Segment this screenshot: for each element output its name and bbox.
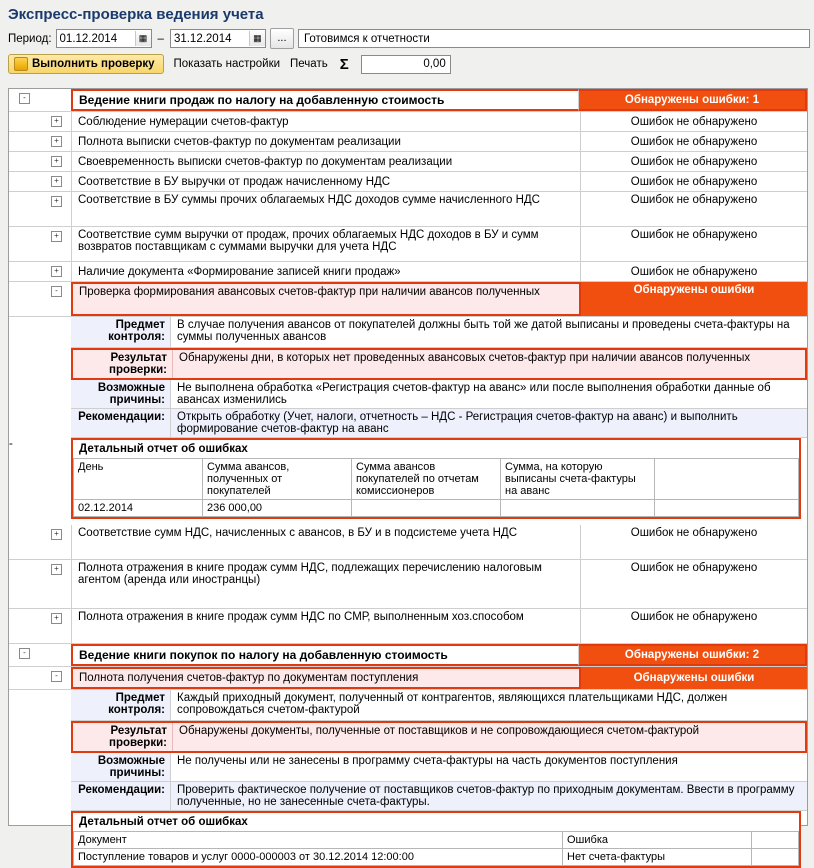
- check-title: Соответствие сумм НДС, начисленных с авансов, в БУ и в подсистеме учета НДС: [71, 525, 581, 559]
- tree-expand-toggle[interactable]: +: [51, 176, 62, 187]
- report-table[interactable]: [73, 831, 799, 866]
- detail-row-causes: [71, 753, 807, 782]
- detail-text: Каждый приходный документ, полученный от контрагентов, являющихся плательщиками НДС, должен сопровождаться счетом-фактурой: [171, 690, 807, 720]
- run-check-button[interactable]: [8, 54, 164, 74]
- check-row[interactable]: [9, 152, 807, 172]
- check-title: Полнота получения счетов-фактур по документам поступления: [71, 667, 581, 689]
- check-status: Ошибок не обнаружено: [630, 175, 758, 188]
- show-settings-button[interactable]: Показать настройки: [173, 58, 281, 70]
- check-title: Соответствие сумм выручки от продаж, прочих облагаемых НДС доходов в БУ и сумм возвратов поставщикам с суммами выручки для учета НДС: [71, 227, 581, 261]
- check-status: Ошибок не обнаружено: [630, 155, 758, 168]
- tree-collapse-toggle[interactable]: -: [9, 438, 13, 450]
- page-title: Экспресс-проверка ведения учета: [8, 6, 264, 23]
- print-button[interactable]: Печать: [290, 58, 328, 70]
- cell-commission-sum: [352, 500, 501, 517]
- section-title: Ведение книги покупок по налогу на добавленную стоимость: [71, 644, 579, 666]
- check-status: Ошибок не обнаружено: [630, 135, 758, 148]
- check-row[interactable]: [9, 609, 807, 644]
- detail-row-result: [71, 721, 807, 753]
- cell-invoiced-sum: [501, 500, 655, 517]
- detail-label: Рекомендации:: [71, 782, 171, 810]
- detail-block: [9, 317, 807, 438]
- tree-gutter: [9, 644, 71, 666]
- tree-expand-toggle[interactable]: +: [51, 136, 62, 147]
- detail-row-subject: [71, 317, 807, 348]
- check-row[interactable]: [9, 112, 807, 132]
- check-row[interactable]: [9, 262, 807, 282]
- cell-advance-sum: 236 000,00: [203, 500, 352, 517]
- scenario-input[interactable]: [302, 32, 806, 46]
- detail-text: В случае получения авансов от покупателей должны быть той же датой выписаны и проведены счета-фактуры на суммы полученных авансов: [171, 317, 807, 347]
- detail-label: Рекомендации:: [71, 409, 171, 437]
- date-from-input[interactable]: [57, 33, 135, 45]
- detail-label: Возможные причины:: [71, 380, 171, 408]
- check-title: Полнота отражения в книге продаж сумм НДС по СМР, выполненным хоз.способом: [71, 609, 581, 643]
- tree-gutter: [9, 690, 71, 811]
- check-status: Обнаружены ошибки: [581, 282, 807, 316]
- section-status: Обнаружены ошибки: 2: [579, 644, 807, 666]
- detail-text: Обнаружены документы, полученные от поставщиков и не сопровождающиеся счетом-фактурой: [173, 723, 805, 751]
- detail-row-recommendations: [71, 782, 807, 811]
- column-header-spacer: [752, 832, 799, 849]
- detail-row-recommendations: [71, 409, 807, 438]
- period-label: Период:: [8, 32, 52, 45]
- check-status: Ошибок не обнаружено: [630, 527, 758, 539]
- scenario-field[interactable]: [298, 29, 810, 48]
- tree-gutter: [9, 438, 71, 519]
- detail-report-block: [9, 811, 807, 868]
- section-status: Обнаружены ошибки: 1: [579, 89, 807, 111]
- check-status: Ошибок не обнаружено: [630, 115, 758, 128]
- detail-report-block: [9, 438, 807, 519]
- tree-collapse-toggle[interactable]: -: [19, 93, 30, 104]
- tree-expand-toggle[interactable]: +: [51, 564, 62, 575]
- check-title: Соблюдение нумерации счетов-фактур: [71, 112, 581, 131]
- tree-collapse-toggle[interactable]: -: [51, 671, 62, 682]
- detail-label: Результат проверки:: [73, 350, 173, 378]
- error-check-row-incoming-invoices[interactable]: [9, 667, 807, 690]
- detail-label: Предмет контроля:: [71, 690, 171, 720]
- check-title: Полнота выписки счетов-фактур по документам реализации: [71, 132, 581, 151]
- tree-expand-toggle[interactable]: +: [51, 613, 62, 624]
- tree-gutter: [9, 89, 71, 111]
- check-status: Ошибок не обнаружено: [630, 562, 758, 574]
- calendar-icon[interactable]: ▦: [249, 31, 265, 46]
- check-row[interactable]: [9, 227, 807, 262]
- tree-gutter: [9, 811, 71, 868]
- play-icon: [14, 57, 28, 71]
- tree-expand-toggle[interactable]: +: [51, 196, 62, 207]
- report-title: Детальный отчет об ошибках: [73, 813, 799, 831]
- check-results-panel[interactable]: [8, 88, 808, 863]
- table-row[interactable]: [74, 500, 799, 517]
- cell-spacer: [752, 849, 799, 866]
- run-check-label: Выполнить проверку: [32, 58, 155, 70]
- detail-label: Возможные причины:: [71, 753, 171, 781]
- detail-label: Предмет контроля:: [71, 317, 171, 347]
- column-header: Ошибка: [563, 832, 752, 849]
- report-title: Детальный отчет об ошибках: [73, 440, 799, 458]
- error-check-row-advance-invoices[interactable]: [9, 282, 807, 317]
- error-report-advance-invoices: [71, 438, 801, 519]
- detail-row-result: [71, 348, 807, 380]
- column-header: Документ: [74, 832, 563, 849]
- table-header-row: [74, 459, 799, 500]
- section-title: Ведение книги продаж по налогу на добавленную стоимость: [71, 89, 579, 111]
- calendar-icon[interactable]: ▦: [135, 31, 151, 46]
- check-status: Ошибок не обнаружено: [630, 229, 758, 241]
- column-header: День: [74, 459, 203, 500]
- report-table[interactable]: [73, 458, 799, 517]
- column-header-spacer: [655, 459, 799, 500]
- check-status: Обнаружены ошибки: [581, 667, 807, 689]
- check-status: Ошибок не обнаружено: [630, 265, 758, 278]
- detail-text: Проверить фактическое получение от поставщиков счетов-фактур по приходным документам. Ввести в программу полученные, но не занесенные счета-фактуры.: [171, 782, 807, 810]
- cell-error: Нет счета-фактуры: [563, 849, 752, 866]
- check-title: Соответствие в БУ суммы прочих облагаемых НДС доходов сумме начисленного НДС: [71, 192, 581, 226]
- results-grid: [9, 89, 807, 868]
- tree-expand-toggle[interactable]: +: [51, 116, 62, 127]
- action-toolbar: [0, 52, 814, 78]
- total-value: 0,00: [361, 55, 451, 74]
- check-title: Своевременность выписки счетов-фактур по документам реализации: [71, 152, 581, 171]
- check-title: Полнота отражения в книге продаж сумм НДС, подлежащих перечислению налоговым агентом (аренда или иностранцы): [71, 560, 581, 608]
- column-header: Сумма авансов покупателей по отчетам комиссионеров: [352, 459, 501, 500]
- date-to-field[interactable]: [170, 29, 266, 48]
- cell-document: Поступление товаров и услуг 0000-000003 от 30.12.2014 12:00:00: [74, 849, 563, 866]
- check-status: Ошибок не обнаружено: [630, 194, 758, 206]
- cell-spacer: [655, 500, 799, 517]
- date-from-field[interactable]: [56, 29, 152, 48]
- column-header: Сумма, на которую выписаны счета-фактуры на аванс: [501, 459, 655, 500]
- detail-text: Не получены или не занесены в программу счета-фактуры на часть документов поступления: [171, 753, 807, 781]
- table-row[interactable]: [74, 849, 799, 866]
- more-periods-button[interactable]: ...: [270, 28, 294, 49]
- error-report-incoming-invoices: [71, 811, 801, 868]
- check-title: Наличие документа «Формирование записей книги продаж»: [71, 262, 581, 281]
- tree-expand-toggle[interactable]: +: [51, 156, 62, 167]
- table-header-row: [74, 832, 799, 849]
- check-title: Проверка формирования авансовых счетов-фактур при наличии авансов полученных: [71, 282, 581, 316]
- column-header: Сумма авансов, полученных от покупателей: [203, 459, 352, 500]
- tree-collapse-toggle[interactable]: -: [19, 648, 30, 659]
- detail-label: Результат проверки:: [73, 723, 173, 751]
- tree-expand-toggle[interactable]: +: [51, 266, 62, 277]
- tree-expand-toggle[interactable]: +: [51, 529, 62, 540]
- period-toolbar: [0, 27, 814, 52]
- detail-text: Не выполнена обработка «Регистрация счетов-фактур на аванс» или после выполнения обработки данные об авансах изменились: [171, 380, 807, 408]
- date-range-dash: –: [157, 32, 164, 45]
- cell-day: 02.12.2014: [74, 500, 203, 517]
- check-row[interactable]: [9, 172, 807, 192]
- detail-row-subject: [71, 690, 807, 721]
- detail-text: Открыть обработку (Учет, налоги, отчетность – НДС - Регистрация счетов-фактур на аванс) и выполнить формирование счетов-фактур на аванс: [171, 409, 807, 437]
- sum-icon[interactable]: Σ: [339, 55, 349, 73]
- check-title: Соответствие в БУ выручки от продаж начисленному НДС: [71, 172, 581, 191]
- check-row[interactable]: [9, 132, 807, 152]
- check-status: Ошибок не обнаружено: [630, 611, 758, 623]
- date-to-input[interactable]: [171, 33, 249, 45]
- tree-gutter: [9, 317, 71, 438]
- check-row[interactable]: [9, 560, 807, 609]
- section-header-sales[interactable]: [9, 89, 807, 112]
- tree-expand-toggle[interactable]: +: [51, 231, 62, 242]
- tree-collapse-toggle[interactable]: -: [51, 286, 62, 297]
- check-row[interactable]: [9, 192, 807, 227]
- section-header-purchases[interactable]: [9, 644, 807, 667]
- check-row[interactable]: [9, 525, 807, 560]
- detail-text: Обнаружены дни, в которых нет проведенных авансовых счетов-фактур при наличии авансов полученных: [173, 350, 805, 378]
- detail-block: [9, 690, 807, 811]
- detail-row-causes: [71, 380, 807, 409]
